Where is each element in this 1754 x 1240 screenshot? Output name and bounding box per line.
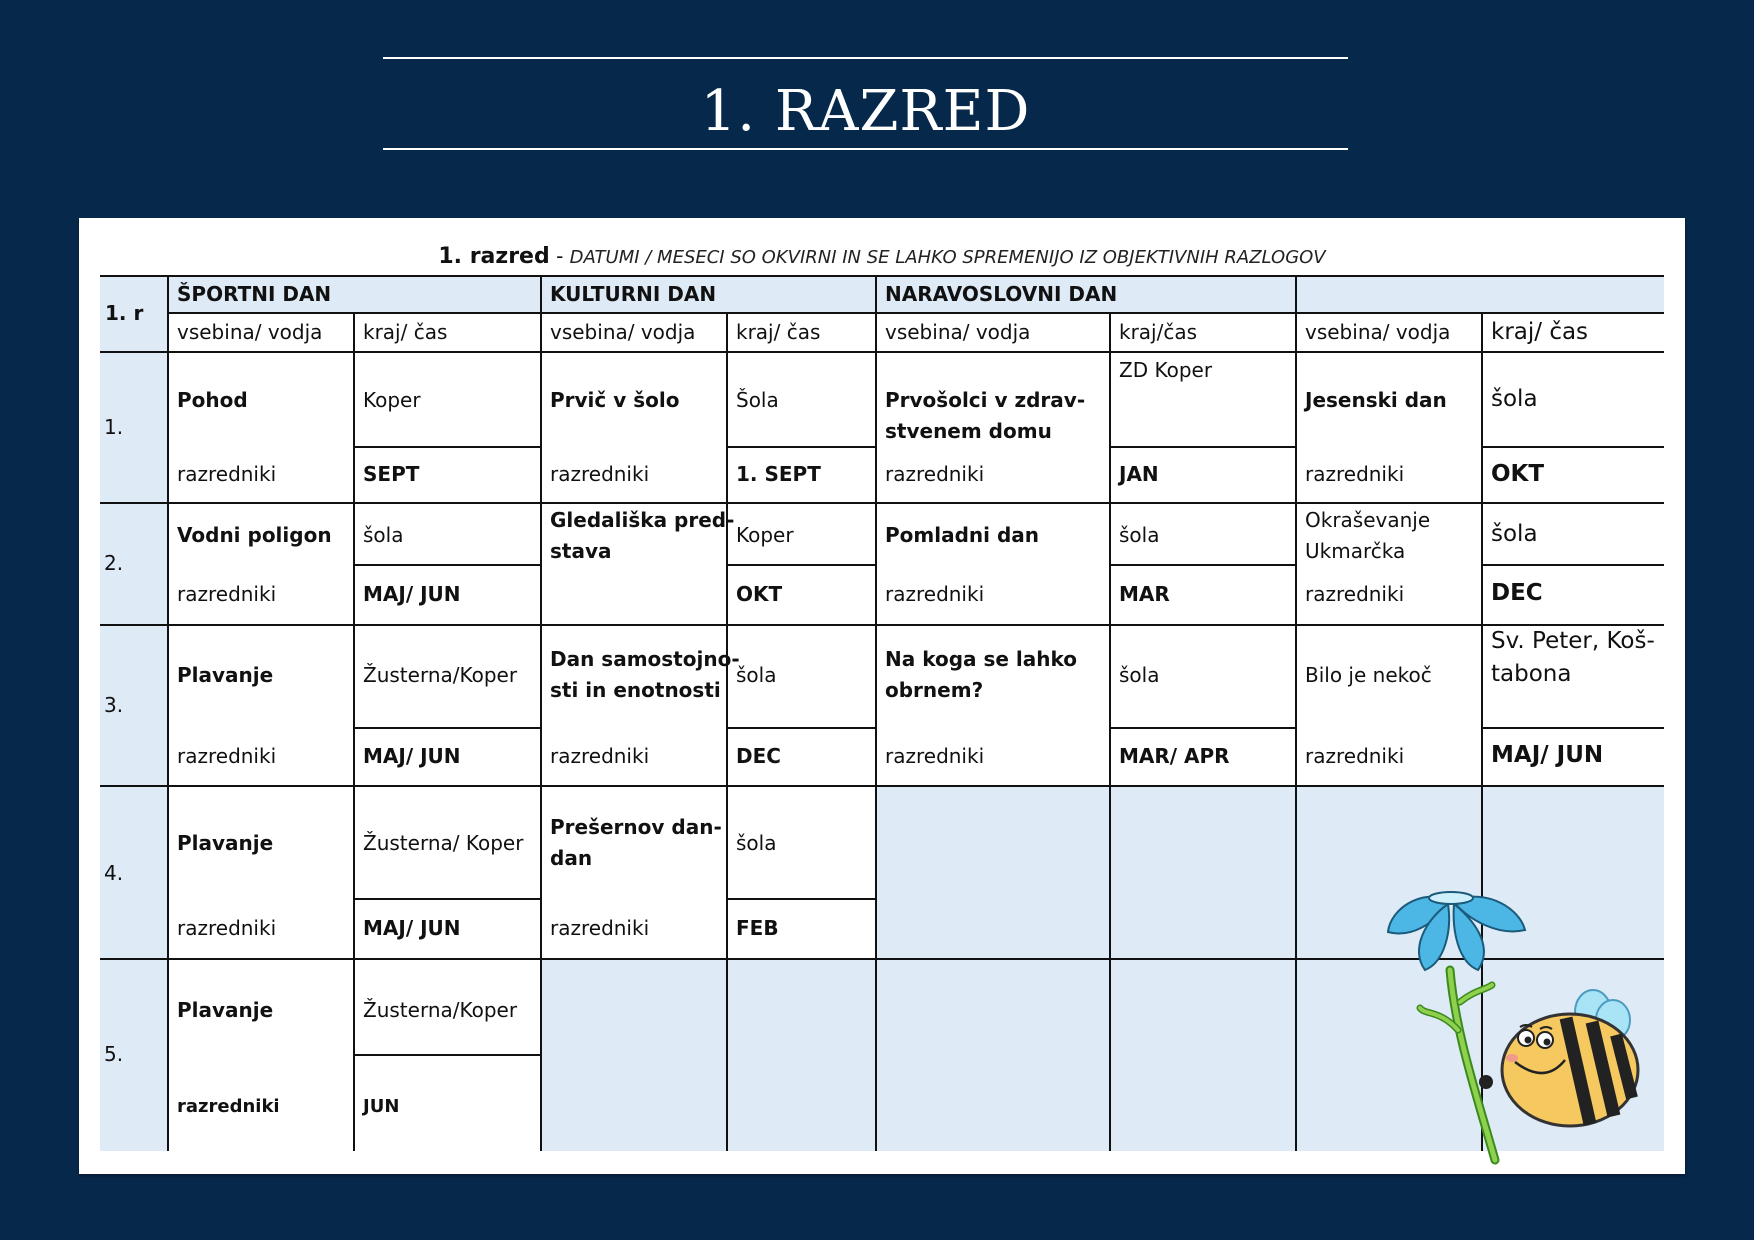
lead-cell: razredniki bbox=[177, 582, 277, 606]
row-label: 4. bbox=[104, 861, 124, 885]
activity-cell: sti in enotnosti bbox=[550, 678, 721, 702]
place-cell: Šola bbox=[736, 388, 779, 412]
lead-cell: razredniki bbox=[177, 916, 277, 940]
place-cell: šola bbox=[736, 831, 777, 855]
row-label: 1. bbox=[104, 415, 124, 439]
row-label: 3. bbox=[104, 693, 124, 717]
rule bbox=[100, 275, 1664, 277]
lead-cell: razredniki bbox=[885, 744, 985, 768]
rule bbox=[1109, 312, 1111, 1151]
time-cell: MAR/ APR bbox=[1119, 744, 1230, 768]
time-cell: OKT bbox=[736, 582, 783, 606]
time-cell: OKT bbox=[1491, 461, 1545, 487]
bee-with-flower-icon bbox=[1380, 890, 1660, 1170]
rule bbox=[1482, 727, 1664, 729]
corner-label: 1. r bbox=[105, 301, 144, 325]
time-cell: MAJ/ JUN bbox=[1491, 742, 1604, 768]
caption-dash: - bbox=[549, 244, 570, 268]
rule bbox=[727, 727, 876, 729]
place-cell: ZD Koper bbox=[1119, 358, 1213, 382]
activity-cell: stvenem domu bbox=[885, 419, 1052, 443]
table-caption bbox=[79, 244, 1685, 269]
lead-cell: razredniki bbox=[550, 462, 650, 486]
activity-cell: Ukmarčka bbox=[1305, 539, 1406, 563]
rule bbox=[354, 446, 541, 448]
row-label: 5. bbox=[104, 1042, 124, 1066]
lead-cell: razredniki bbox=[885, 462, 985, 486]
rule bbox=[167, 275, 169, 1151]
rule bbox=[353, 312, 355, 1151]
activity-cell: dan bbox=[550, 846, 593, 870]
rule bbox=[1482, 446, 1664, 448]
activity-cell: Vodni poligon bbox=[177, 523, 332, 547]
activity-cell: Na koga se lahko bbox=[885, 647, 1078, 671]
caption-class: 1. razred bbox=[438, 244, 550, 269]
rule bbox=[100, 351, 1664, 353]
time-cell: SEPT bbox=[363, 462, 420, 486]
subheader: kraj/ čas bbox=[736, 320, 821, 344]
place-cell: Žusterna/ Koper bbox=[363, 831, 524, 855]
rule bbox=[727, 446, 876, 448]
rule bbox=[168, 312, 1664, 314]
time-cell: MAJ/ JUN bbox=[363, 582, 461, 606]
activity-cell: Prvošolci v zdrav- bbox=[885, 388, 1086, 412]
rule bbox=[1110, 564, 1296, 566]
activity-cell: Plavanje bbox=[177, 663, 274, 687]
place-cell: Žusterna/Koper bbox=[363, 998, 518, 1022]
time-cell: MAR bbox=[1119, 582, 1170, 606]
page-title: 1. RAZRED bbox=[700, 79, 1031, 144]
activity-cell: Dan samostojno- bbox=[550, 647, 740, 671]
place-cell: tabona bbox=[1491, 661, 1572, 687]
lead-cell: razredniki bbox=[1305, 582, 1405, 606]
lead-cell: razredniki bbox=[885, 582, 985, 606]
place-cell: Koper bbox=[363, 388, 421, 412]
place-cell: šola bbox=[1119, 663, 1160, 687]
rule bbox=[354, 898, 541, 900]
group-header-sport: ŠPORTNI DAN bbox=[177, 282, 332, 306]
caption-note: DATUMI / MESECI SO OKVIRNI IN SE LAHKO SPREMENIJO IZ OBJEKTIVNIH RAZLOGOV bbox=[569, 247, 1326, 268]
rule bbox=[727, 898, 876, 900]
lead-cell: razredniki bbox=[550, 744, 650, 768]
time-cell: FEB bbox=[736, 916, 779, 940]
activity-cell: Prešernov dan- bbox=[550, 815, 722, 839]
place-cell: šola bbox=[736, 663, 777, 687]
lead-cell: razredniki bbox=[550, 916, 650, 940]
place-cell: Koper bbox=[736, 523, 794, 547]
row-label: 2. bbox=[104, 551, 124, 575]
activity-cell: Plavanje bbox=[177, 998, 274, 1022]
activity-cell: Plavanje bbox=[177, 831, 274, 855]
rule bbox=[727, 564, 876, 566]
time-cell: DEC bbox=[736, 744, 781, 768]
header-fill bbox=[100, 275, 1664, 313]
place-cell: šola bbox=[363, 523, 404, 547]
subheader: vsebina/ vodja bbox=[885, 320, 1031, 344]
lead-cell: razredniki bbox=[1305, 462, 1405, 486]
subheader: kraj/ čas bbox=[363, 320, 448, 344]
subheader: vsebina/ vodja bbox=[1305, 320, 1451, 344]
rule bbox=[540, 275, 542, 1151]
place-cell: Sv. Peter, Koš- bbox=[1491, 628, 1655, 654]
group-header-nature: NARAVOSLOVNI DAN bbox=[885, 282, 1118, 306]
place-cell: šola bbox=[1119, 523, 1160, 547]
place-cell: šola bbox=[1491, 521, 1538, 547]
place-cell: Žusterna/Koper bbox=[363, 663, 518, 687]
title-rule-top bbox=[383, 57, 1348, 59]
time-cell: JUN bbox=[363, 1096, 400, 1117]
subheader: vsebina/ vodja bbox=[550, 320, 696, 344]
time-cell: 1. SEPT bbox=[736, 462, 821, 486]
lead-cell: razredniki bbox=[177, 744, 277, 768]
activity-cell: Gledališka pred- bbox=[550, 508, 735, 532]
time-cell: JAN bbox=[1119, 462, 1159, 486]
lead-cell: razredniki bbox=[177, 1096, 280, 1117]
time-cell: MAJ/ JUN bbox=[363, 916, 461, 940]
subheader: kraj/ čas bbox=[1491, 319, 1589, 345]
activity-cell: Okraševanje bbox=[1305, 508, 1431, 532]
rule bbox=[1482, 564, 1664, 566]
rule bbox=[875, 275, 877, 1151]
activity-cell: obrnem? bbox=[885, 678, 984, 702]
activity-cell: Pohod bbox=[177, 388, 248, 412]
activity-cell: Bilo je nekoč bbox=[1305, 663, 1432, 687]
activity-cell: Pomladni dan bbox=[885, 523, 1040, 547]
subheader: kraj/čas bbox=[1119, 320, 1198, 344]
rule bbox=[354, 564, 541, 566]
activity-cell: Prvič v šolo bbox=[550, 388, 680, 412]
lead-cell: razredniki bbox=[177, 462, 277, 486]
time-cell: MAJ/ JUN bbox=[363, 744, 461, 768]
rule bbox=[726, 312, 728, 1151]
rule bbox=[354, 1054, 541, 1056]
activity-cell: stava bbox=[550, 539, 612, 563]
rule bbox=[354, 727, 541, 729]
activity-cell: Jesenski dan bbox=[1305, 388, 1447, 412]
subheader: vsebina/ vodja bbox=[177, 320, 323, 344]
rule bbox=[100, 624, 1664, 626]
rule bbox=[1110, 446, 1296, 448]
rule bbox=[1295, 275, 1297, 1151]
place-cell: šola bbox=[1491, 386, 1538, 412]
rule bbox=[1110, 727, 1296, 729]
rule bbox=[100, 502, 1664, 504]
lead-cell: razredniki bbox=[1305, 744, 1405, 768]
group-header-culture: KULTURNI DAN bbox=[550, 282, 717, 306]
title-rule-bottom bbox=[383, 148, 1348, 150]
time-cell: DEC bbox=[1491, 580, 1543, 606]
rule bbox=[100, 785, 1664, 787]
